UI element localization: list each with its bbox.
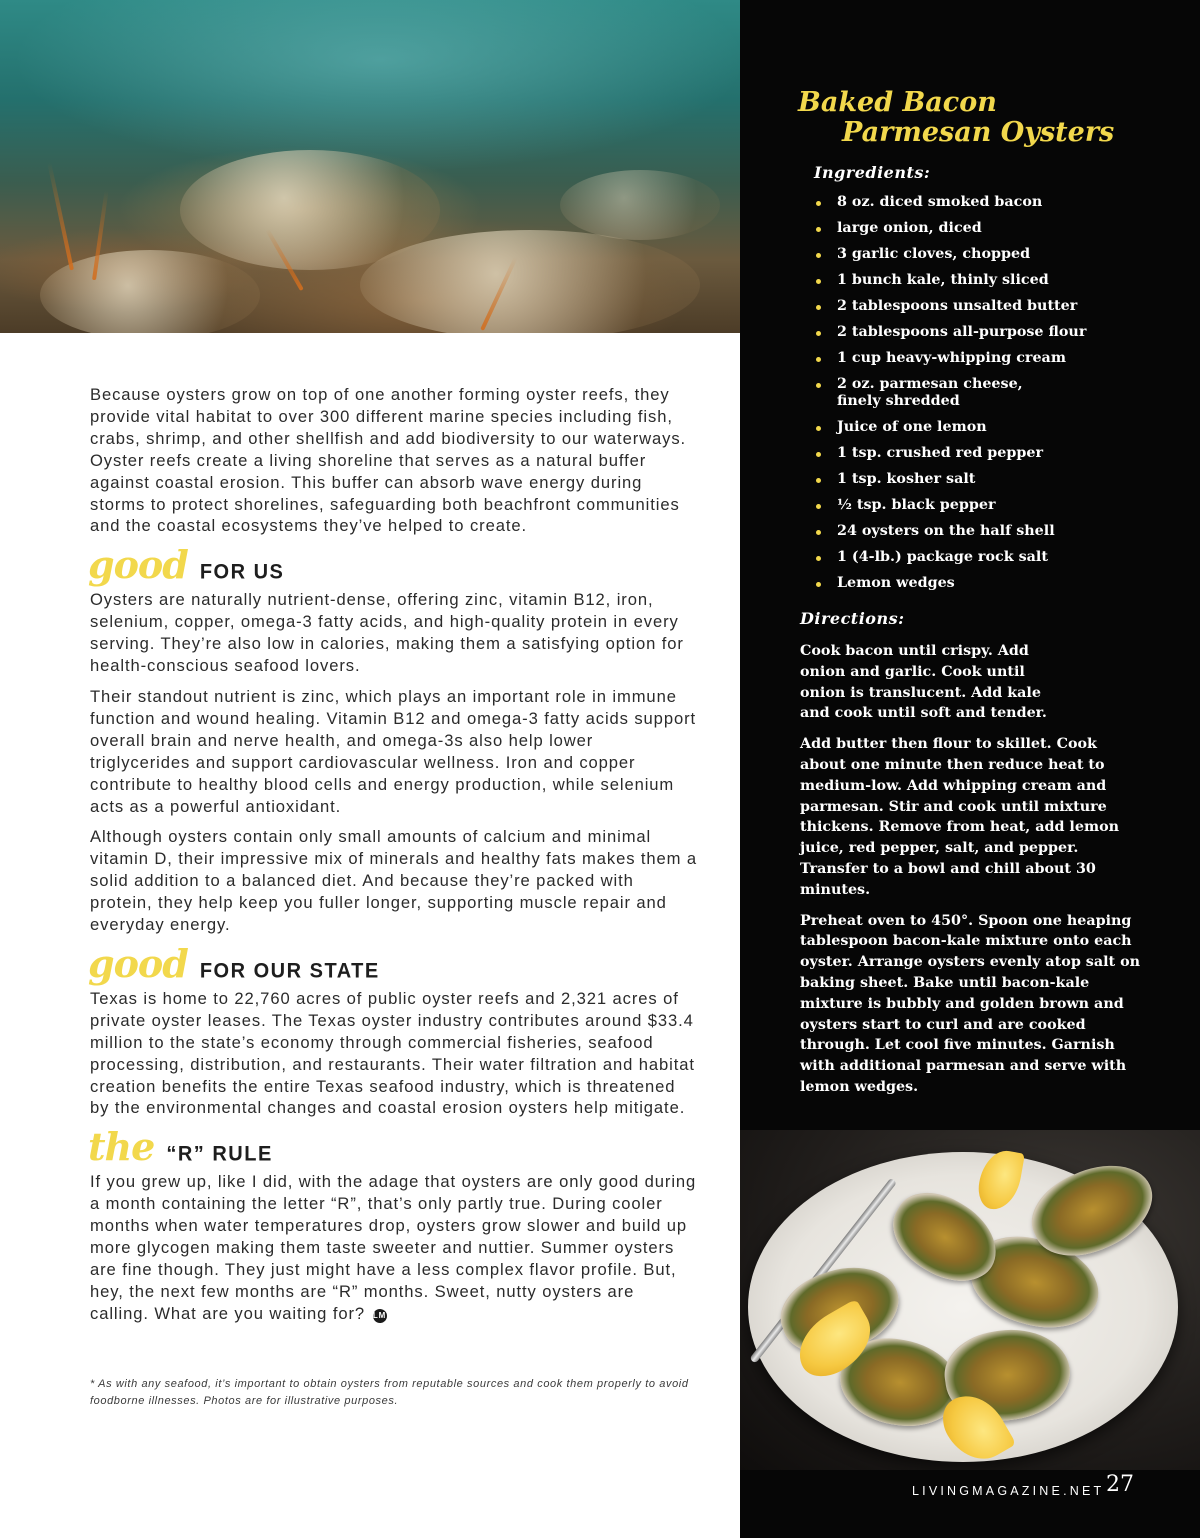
directions	[800, 641, 1150, 1098]
list-item: 8 oz. diced smoked bacon	[814, 194, 1174, 211]
page-number: 27	[1106, 1472, 1134, 1497]
paragraph	[90, 1171, 698, 1324]
subhead-good-for-us	[88, 542, 698, 588]
recipe-title-line1: Baked Bacon	[798, 87, 997, 118]
subhead-script-word: the	[88, 1124, 155, 1170]
list-item: 1 bunch kale, thinly sliced	[814, 272, 1174, 289]
list-item: 1 (4-lb.) package rock salt	[814, 549, 1174, 566]
oyster-reef-photo	[0, 0, 740, 333]
subhead-caps: FOR OUR STATE	[199, 959, 380, 983]
subhead-script-word: good	[88, 940, 188, 986]
list-item: 3 garlic cloves, chopped	[814, 246, 1174, 263]
r-rule-text: If you grew up, like I did, with the adage that oysters are only good during a month containing the letter “R”, that’s only partly true. During cooler months when water temperatures drop, oysters grow slower and build up more glycogen making them taste sweeter and nuttier. Summer oysters are fine though. They just might have a less complex flavor profile. But, hey, the next few months are “R” months. Sweet, nutty oysters are calling. What are you waiting for?	[90, 1172, 697, 1323]
list-item: 1 cup heavy-whipping cream	[814, 350, 1174, 367]
list-item: 1 tsp. crushed red pepper	[814, 445, 1174, 462]
list-item: Lemon wedges	[814, 575, 1174, 592]
list-item: 2 tablespoons all-purpose flour	[814, 324, 1174, 341]
list-item: 1 tsp. kosher salt	[814, 471, 1174, 488]
list-item: 24 oysters on the half shell	[814, 523, 1174, 540]
ingredients-list	[814, 194, 1174, 601]
paragraph: Although oysters contain only small amounts of calcium and minimal vitamin D, their impressive mix of minerals and healthy fats makes them a solid addition to a balanced diet. And because they’re packed with protein, they help keep you fuller longer, supporting muscle repair and everyday energy.	[90, 827, 698, 935]
subhead-caps: FOR US	[199, 560, 285, 585]
intro-paragraph: Because oysters grow on top of one another forming oyster reefs, they provide vital habitat to over 300 different marine species including fish, crabs, shrimp, and other shellfish and add biodiversity to our waterways. Oyster reefs create a living shoreline that serves as a natural buffer against coastal erosion. This buffer can absorb wave energy during storms to protect shorelines, safeguarding both beachfront communities and the coastal ecosystems they’ve helped to create.	[90, 385, 687, 536]
subhead-script-word: good	[88, 542, 188, 588]
article-body	[90, 384, 698, 1325]
list-item: 2 oz. parmesan cheese, finely shredded	[814, 376, 1029, 410]
footnote: * As with any seafood, it’s important to obtain oysters from reputable sources and cook them properly to avoid foodborne illnesses. Photos are for illustrative purposes.	[90, 1378, 689, 1407]
list-item: 2 tablespoons unsalted butter	[814, 298, 1174, 315]
subhead-r-rule	[88, 1124, 698, 1170]
direction-step: Add butter then flour to skillet. Cook about one minute then reduce heat to medium-low. Add whipping cream and parmesan. Stir and cook until mixture thickens. Remove from heat, add lemon juice, red pepper, salt, and pepper. Transfer to a bowl and chill about 30 minutes.	[800, 736, 1120, 898]
ingredients-heading: Ingredients:	[814, 163, 931, 182]
direction-step: Preheat oven to 450°. Spoon one heaping tablespoon bacon-kale mixture onto each oyster. Arrange oysters evenly atop salt on baking sheet. Bake until bacon-kale mixture is bubbly and golden brown and oysters start to curl and are cooked through. Let cool five minutes. Garnish with additional parmesan and serve with lemon wedges.	[800, 912, 1141, 1095]
list-item: Juice of one lemon	[814, 419, 1174, 436]
end-mark-icon: LM	[373, 1309, 387, 1323]
site-url: LIVINGMAGAZINE.NET	[912, 1484, 1105, 1498]
list-item: large onion, diced	[814, 220, 1174, 237]
subhead-caps: “R” RULE	[166, 1142, 273, 1167]
direction-step: Cook bacon until crispy. Add onion and garlic. Cook until onion is translucent. Add kale and cook until soft and tender.	[800, 643, 1047, 722]
directions-heading: Directions:	[800, 609, 905, 628]
subhead-good-for-our-state	[88, 940, 698, 986]
paragraph: Oysters are naturally nutrient-dense, offering zinc, vitamin B12, iron, selenium, copper, omega-3 fatty acids, and high-quality protein in every serving. They’re also low in calories, making them a satisfying option for health-conscious seafood lovers.	[90, 590, 684, 676]
list-item: ½ tsp. black pepper	[814, 497, 1174, 514]
recipe-title-line2: Parmesan Oysters	[842, 117, 1115, 148]
baked-oysters-photo	[740, 1130, 1200, 1470]
recipe-title	[798, 88, 1178, 148]
paragraph: Their standout nutrient is zinc, which plays an important role in immune function and wound healing. Vitamin B12 and omega-3 fatty acids support overall brain and nerve health, and omega-3s also help lower triglycerides and support cardiovascular wellness. Iron and copper contribute to healthy blood cells and energy production, while selenium acts as a powerful antioxidant.	[90, 686, 697, 816]
paragraph: Texas is home to 22,760 acres of public oyster reefs and 2,321 acres of private oyster leases. The Texas oyster industry contributes around $33.4 million to the state’s economy through commercial fisheries, seafood processing, distribution, and restaurants. Their water filtration and habitat creation benefits the entire Texas seafood industry, which is threatened by the environmental changes and coastal erosion oysters help mitigate.	[90, 988, 695, 1118]
